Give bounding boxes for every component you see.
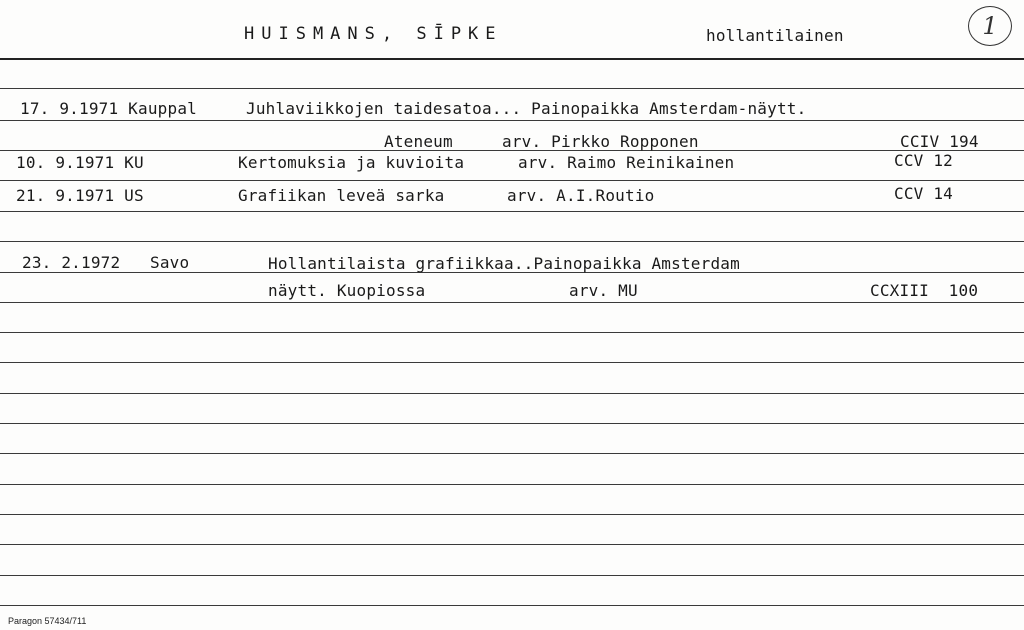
card-number-circle bbox=[968, 6, 1012, 46]
ruled-line bbox=[0, 423, 1024, 424]
entry-title: Hollantilaista grafiikkaa..Painopaikka Amsterdam bbox=[268, 254, 740, 273]
entry-date: 10. 9.1971 KU bbox=[16, 153, 144, 172]
ruled-line bbox=[0, 88, 1024, 89]
entry-title: Juhlaviikkojen taidesatoa... Painopaikka Amsterdam-näytt. bbox=[246, 99, 807, 118]
ruled-line bbox=[0, 605, 1024, 606]
ruled-line bbox=[0, 362, 1024, 363]
entry-newspaper: Savo bbox=[150, 253, 190, 272]
entry-title: Grafiikan leveä sarka bbox=[238, 186, 445, 205]
ruled-line bbox=[0, 120, 1024, 121]
entry-reference: CCXIII 100 bbox=[870, 281, 979, 300]
ruled-line bbox=[0, 241, 1024, 242]
ruled-line bbox=[0, 211, 1024, 212]
ruled-line bbox=[0, 484, 1024, 485]
printer-imprint: Paragon 57434/711 bbox=[8, 616, 87, 626]
entry-date: 21. 9.1971 US bbox=[16, 186, 144, 205]
ruled-line bbox=[0, 180, 1024, 181]
entry-reviewer: arv. MU bbox=[569, 281, 638, 300]
ruled-line bbox=[0, 544, 1024, 545]
entry-date: 17. 9.1971 Kauppal bbox=[20, 99, 197, 118]
entry-reviewer: arv. A.I.Routio bbox=[507, 186, 655, 205]
entry-reviewer: arv. Raimo Reinikainen bbox=[518, 153, 735, 172]
artist-nationality: hollantilainen bbox=[706, 26, 844, 45]
artist-name: HUISMANS, SĪPKE bbox=[244, 24, 503, 44]
ruled-line bbox=[0, 302, 1024, 303]
entry-venue: Ateneum bbox=[384, 132, 453, 151]
entry-reference: CCV 12 bbox=[894, 151, 953, 170]
entry-date: 23. 2.1972 bbox=[22, 253, 121, 272]
header-rule bbox=[0, 58, 1024, 60]
entry-title-continued: näytt. Kuopiossa bbox=[268, 281, 426, 300]
entry-reference: CCIV 194 bbox=[900, 132, 979, 151]
entry-reference: CCV 14 bbox=[894, 184, 953, 203]
ruled-line bbox=[0, 575, 1024, 576]
ruled-line bbox=[0, 453, 1024, 454]
entry-reviewer: arv. Pirkko Ropponen bbox=[502, 132, 699, 151]
card-number: 1 bbox=[982, 12, 998, 40]
ruled-line bbox=[0, 393, 1024, 394]
ruled-line bbox=[0, 332, 1024, 333]
ruled-line bbox=[0, 514, 1024, 515]
entry-title: Kertomuksia ja kuvioita bbox=[238, 153, 465, 172]
